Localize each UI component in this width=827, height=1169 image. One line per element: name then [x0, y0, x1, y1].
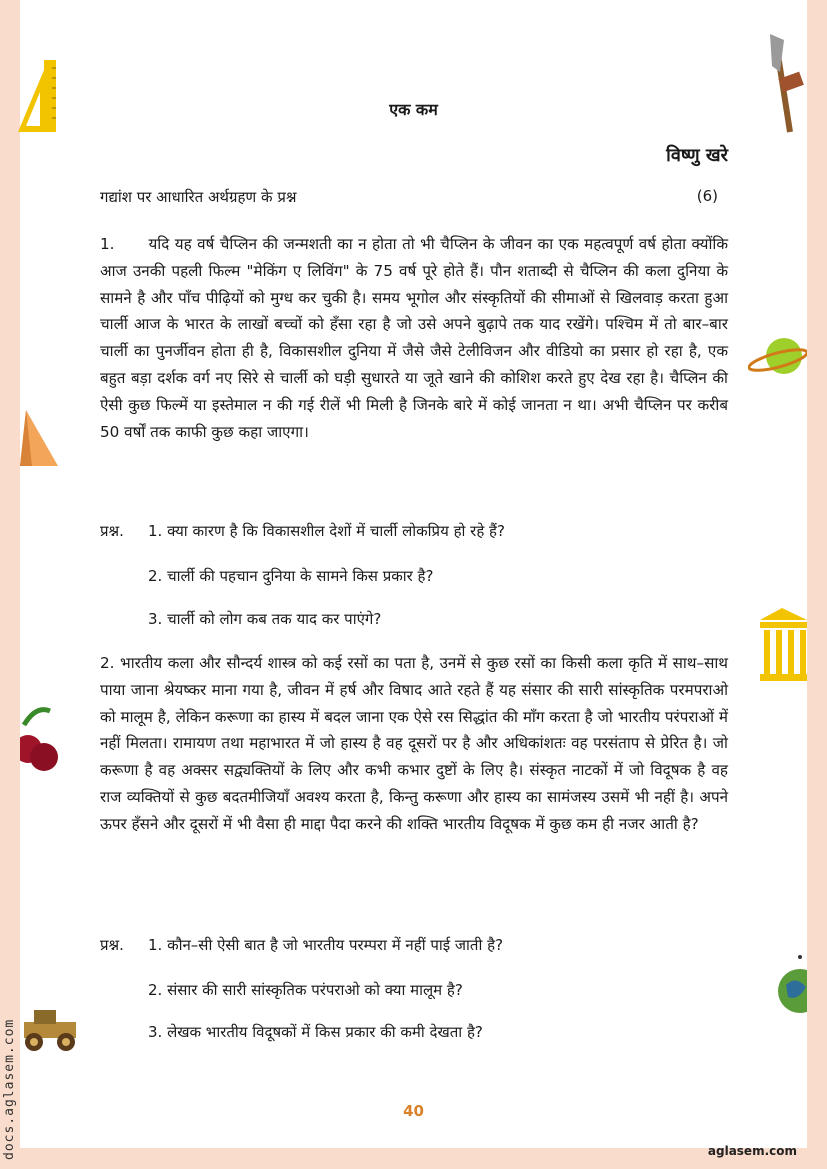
temple-column-icon	[760, 608, 807, 683]
question-text: 2. संसार की सारी सांस्कृतिक परंपराओ को क्या मालूम है?	[148, 981, 463, 999]
question-label: प्रश्न.	[100, 936, 124, 954]
footer-site: aglasem.com	[707, 1144, 797, 1158]
passage-2	[100, 650, 728, 838]
passage-text: यदि यह वर्ष चैप्लिन की जन्मशती का न होता तो भी चैप्लिन के जीवन का एक महत्वपूर्ण वर्ष होता क्योंकि आज उनकी पहली फिल्म "मेकिंग ए लिविंग" के 75 वर्ष पूरे होते हैं। पौन शताब्दी से चैप्लिन की कला दुनिया के सामने है और पाँच पीढ़ियों को मुग्ध कर चुकी है। समय भूगोल और संस्कृतियों की सीमाओं से खिलवाड़ करता हुआ चार्ली आज के भारत के लाखों बच्चों को हँसा रहा है जो उसे अपने बुढ़ापे तक याद रखेंगे। पश्चिम में तो बार–बार चार्ली का पुनर्जीवन होता ही है, विकासशील दुनिया में जैसे जैसे टेलीविजन और वीडियो का प्रसार हो रहा है, एक बहुत बड़ा दर्शक वर्ग नए सिरे से चार्ली को घड़ी सुधारते या जूते खाने की कोशिश करते हुए देख रहा है। चैप्लिन की ऐसी कुछ फिल्में या इस्तेमाल न की गई रीलें भी मिली है जिनके बारे में कोई जानता न था। अभी चैप्लिन पर करीब 50 वर्षों तक काफी कुछ कहा जाएगा।	[100, 235, 728, 441]
question-2-2	[148, 980, 463, 1000]
stone-axe-icon	[768, 32, 808, 137]
question-1-1	[100, 521, 505, 541]
question-2-3	[148, 1022, 483, 1042]
vintage-car-icon	[20, 1000, 82, 1055]
passage-number: 1.	[100, 235, 115, 253]
planet-icon	[748, 330, 807, 385]
question-2-1	[100, 935, 503, 955]
page-number: 40	[403, 1102, 424, 1120]
question-label: प्रश्न.	[100, 522, 124, 540]
question-text: 3. चार्ली को लोग कब तक याद कर पाएंगे?	[148, 610, 382, 628]
section-heading-text: गद्यांश पर आधारित अर्थग्रहण के प्रश्न	[100, 188, 297, 206]
section-marks: (6)	[696, 187, 718, 205]
question-1-3	[148, 609, 381, 629]
question-1-2	[148, 566, 433, 586]
chapter-title: एक कम	[389, 100, 438, 119]
passage-text: भारतीय कला और सौन्दर्य शास्त्र को कई रसों का पता है, उनमें से कुछ रसों का किसी कला कृति में साथ–साथ पाया जाना श्रेयष्कर माना गया है, जीवन में हर्ष और विषाद आते रहते हैं यह संसार की सारी सांस्कृतिक परमपराओ को मालूम है, लेकिन करूणा का हास्य में बदल जाना एक ऐसे रस सिद्धांत की माँग करता है जो भारतीय परंपराओं में नहीं मिलता। रामायण तथा महाभारत में जो हास्य है वह दूसरों पर है और अधिकांशतः वह परसंताप से प्रेरित है। जो करूणा है वह अक्सर सद्व्यक्तियों के लिए और कभी कभार दुष्टों के लिए है। संस्कृत नाटकों में जो विदूषक है वह राज व्यक्तियों से कुछ बदतमीजियाँ अवश्य करता है, किन्तु करूणा और हास्य का सामंजस्य उसमें भी नहीं है। अपने ऊपर हँसने और दूसरों में भी वैसा ही माद्दा पैदा करने की शक्ति भारतीय विदूषक में कुछ कम ही नजर आती है?	[100, 654, 728, 833]
author-name: विष्णु खरे	[666, 145, 728, 166]
ruler-icon	[18, 60, 68, 135]
passage-1	[100, 231, 728, 445]
passage-number: 2.	[100, 654, 115, 672]
section-heading	[100, 187, 718, 207]
question-text: 1. क्या कारण है कि विकासशील देशों में चार्ली लोकप्रिय हो रहे हैं?	[148, 522, 505, 540]
question-text: 3. लेखक भारतीय विदूषकों में किस प्रकार की कमी देखता है?	[148, 1023, 483, 1041]
vertical-watermark: docs.aglasem.com	[2, 1018, 17, 1160]
question-text: 1. कौन–सी ऐसी बात है जो भारतीय परम्परा में नहीं पाई जाती है?	[148, 936, 504, 954]
question-text: 2. चार्ली की पहचान दुनिया के सामने किस प्रकार है?	[148, 567, 434, 585]
globe-icon	[776, 955, 807, 1017]
cherries-icon	[20, 705, 60, 775]
pyramid-icon	[20, 410, 60, 470]
